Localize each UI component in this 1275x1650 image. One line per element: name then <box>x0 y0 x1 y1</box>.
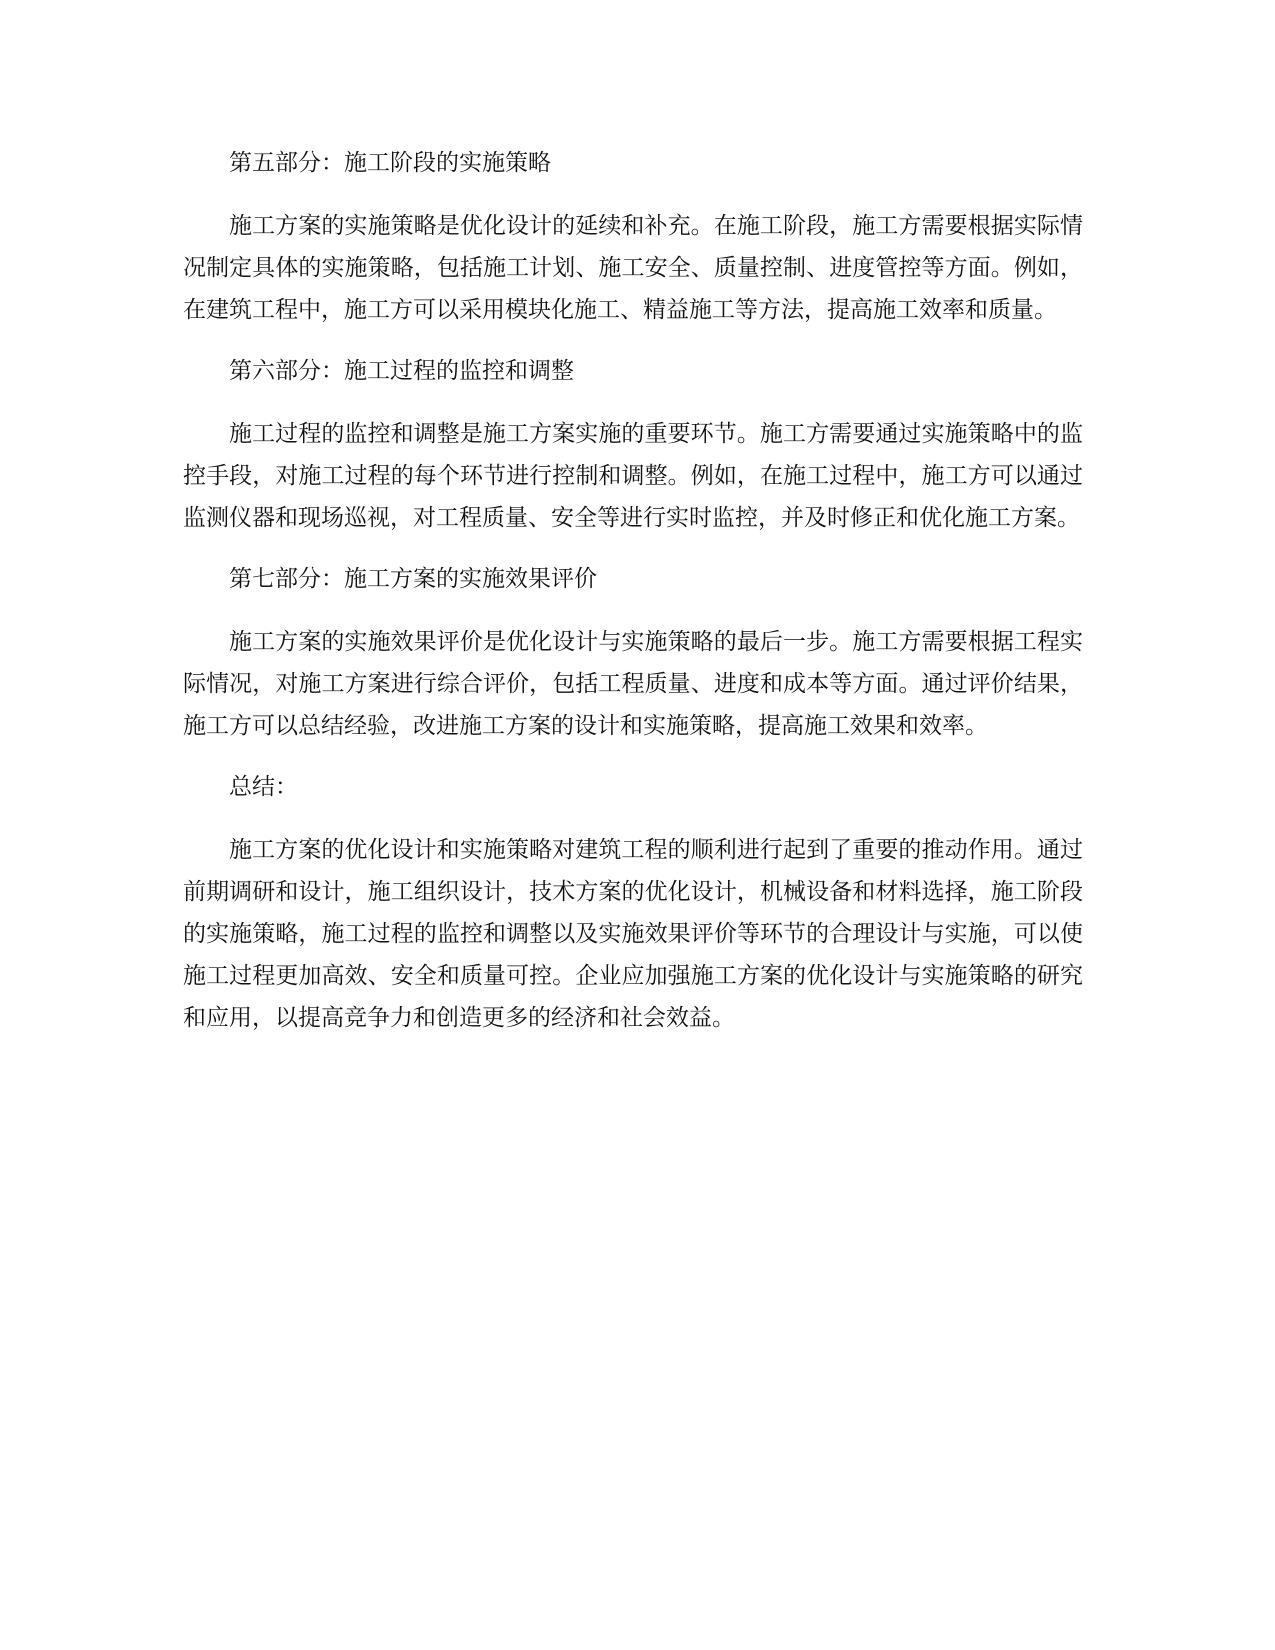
section-body-summary: 施工方案的优化设计和实施策略对建筑工程的顺利进行起到了重要的推动作用。通过前期调研和设计，施工组织设计，技术方案的优化设计，机械设备和材料选择，施工阶段的实施策略，施工过程的监控和调整以及实施效果评价等环节的合理设计与实施，可以使施工过程更加高效、安全和质量可控。企业应加强施工方案的优化设计与实施策略的研究和应用，以提高竞争力和创造更多的经济和社会效益。 <box>183 837 1083 1031</box>
section-body-part7: 施工方案的实施效果评价是优化设计与实施策略的最后一步。施工方需要根据工程实际情况，对施工方案进行综合评价，包括工程质量、进度和成本等方面。通过评价结果，施工方可以总结经验，改进施工方案的设计和实施策略，提高施工效果和效率。 <box>183 629 1083 739</box>
section-body-part5: 施工方案的实施策略是优化设计的延续和补充。在施工阶段，施工方需要根据实际情况制定具体的实施策略，包括施工计划、施工安全、质量控制、进度管控等方面。例如，在建筑工程中，施工方可以采用模块化施工、精益施工等方法，提高施工效率和质量。 <box>183 213 1083 323</box>
section-heading-part6: 第六部分：施工过程的监控和调整 <box>229 358 574 384</box>
section-body-part6: 施工过程的监控和调整是施工方案实施的重要环节。施工方需要通过实施策略中的监控手段，对施工过程的每个环节进行控制和调整。例如，在施工过程中，施工方可以通过监测仪器和现场巡视，对工程质量、安全等进行实时监控，并及时修正和优化施工方案。 <box>183 421 1083 531</box>
section-heading-part7: 第七部分：施工方案的实施效果评价 <box>229 566 597 592</box>
section-heading-summary: 总结： <box>229 774 298 800</box>
document-content <box>183 143 1083 1059</box>
section-heading-part5: 第五部分：施工阶段的实施策略 <box>229 150 551 176</box>
